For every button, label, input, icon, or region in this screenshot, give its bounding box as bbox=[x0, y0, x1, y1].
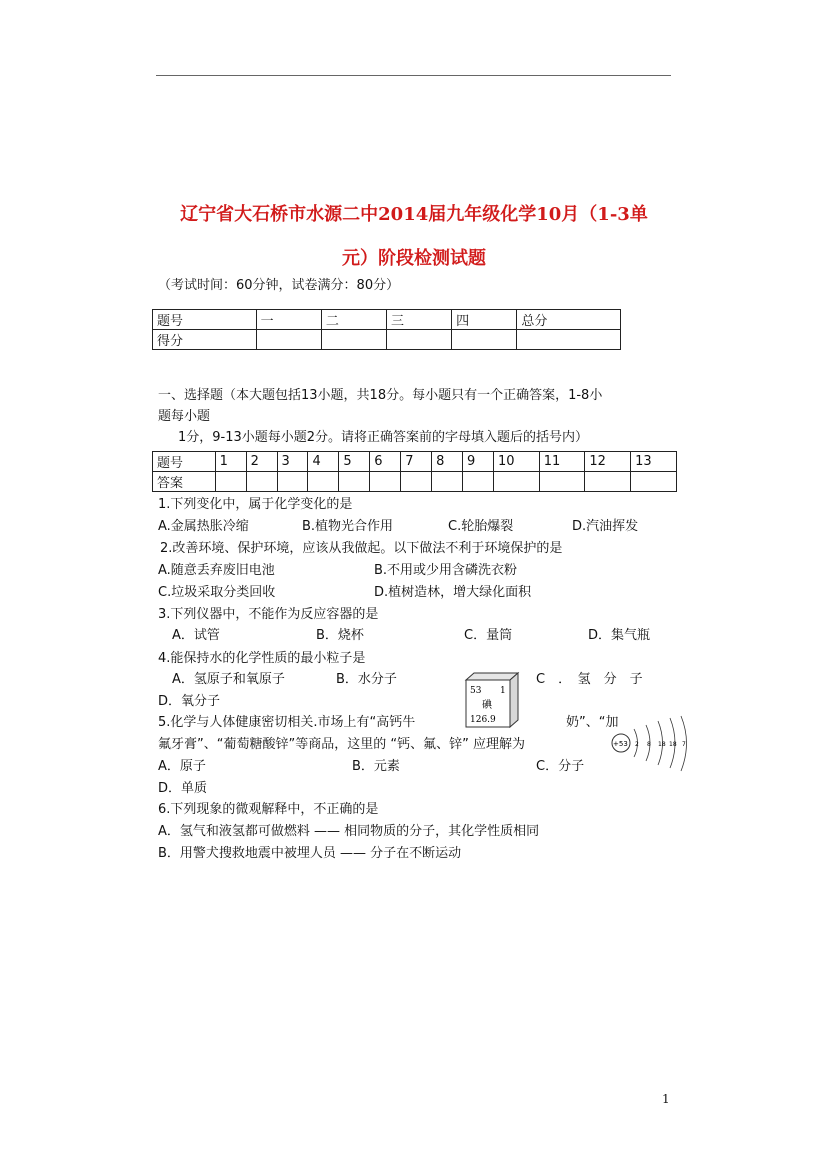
question-number-cell: 8 bbox=[432, 452, 463, 472]
answer-cell bbox=[246, 472, 277, 492]
q5-option-b: B．元素 bbox=[352, 759, 400, 774]
nucleus-charge: +53 bbox=[613, 740, 628, 748]
score-header-cell: 一 bbox=[256, 310, 321, 330]
q3-option-a: A．试管 bbox=[172, 628, 220, 643]
q1-option-c: C.轮胎爆裂 bbox=[448, 519, 514, 534]
q3-stem: 3.下列仪器中，不能作为反应容器的是 bbox=[158, 607, 379, 622]
answer-cell bbox=[308, 472, 339, 492]
q5-option-a: A．原子 bbox=[158, 759, 206, 774]
page-number: 1 bbox=[662, 1092, 670, 1106]
question-number-cell: 1 bbox=[215, 452, 246, 472]
answer-row-label: 答案 bbox=[153, 472, 216, 492]
q1-option-d: D.汽油挥发 bbox=[572, 519, 639, 534]
score-cell bbox=[517, 330, 621, 350]
shell-electrons-4: 18 bbox=[669, 741, 677, 748]
q5-stem-part2: 奶”、“加 bbox=[566, 715, 619, 730]
section1-intro-line2: 题每小题 bbox=[158, 409, 211, 424]
q1-option-a: A.金属热胀冷缩 bbox=[158, 519, 249, 534]
element-atomic-number: 53 bbox=[470, 686, 482, 696]
score-table-score-row bbox=[153, 330, 621, 350]
answer-cell bbox=[401, 472, 432, 492]
shell-electrons-2: 8 bbox=[647, 741, 651, 748]
answer-cell bbox=[215, 472, 246, 492]
answer-cell bbox=[585, 472, 631, 492]
score-row-label: 得分 bbox=[153, 330, 257, 350]
atom-structure-diagram bbox=[610, 715, 690, 773]
answer-cell bbox=[631, 472, 677, 492]
q4-option-c: C ． 氢 分 子 bbox=[536, 672, 643, 687]
header-rule bbox=[156, 75, 671, 76]
question-number-cell: 11 bbox=[539, 452, 585, 472]
question-number-cell: 2 bbox=[246, 452, 277, 472]
q2-option-b: B.不用或少用含磷洗衣粉 bbox=[374, 563, 518, 578]
q2-stem: 2.改善环境、保护环境，应该从我做起。以下做法不利于环境保护的是 bbox=[160, 541, 563, 556]
score-cell bbox=[386, 330, 451, 350]
element-valence: 1 bbox=[500, 686, 506, 696]
answer-table-answer-row bbox=[153, 472, 677, 492]
answer-table-number-row bbox=[153, 452, 677, 472]
exam-title-line1: 辽宁省大石桥市水源二中2014届九年级化学10月（1-3单 bbox=[180, 204, 648, 225]
score-header-cell: 三 bbox=[386, 310, 451, 330]
shell-electrons-5: 7 bbox=[682, 741, 686, 748]
q4-option-b: B．水分子 bbox=[336, 672, 397, 687]
exam-title-line2: 元）阶段检测试题 bbox=[342, 248, 486, 269]
shell-electrons-1: 2 bbox=[635, 741, 639, 748]
answer-cell bbox=[277, 472, 308, 492]
score-cell bbox=[256, 330, 321, 350]
score-cell bbox=[321, 330, 386, 350]
element-name: 碘 bbox=[482, 700, 492, 711]
element-atomic-mass: 126.9 bbox=[470, 715, 496, 725]
question-number-cell: 6 bbox=[370, 452, 401, 472]
shell-electrons-3: 18 bbox=[658, 741, 666, 748]
q2-option-c: C.垃圾采取分类回收 bbox=[158, 585, 276, 600]
q3-option-c: C．量筒 bbox=[464, 628, 513, 643]
q5-option-c: C．分子 bbox=[536, 759, 585, 774]
score-cell bbox=[452, 330, 517, 350]
question-number-cell: 7 bbox=[401, 452, 432, 472]
score-table bbox=[152, 309, 621, 350]
q5-option-d: D．单质 bbox=[158, 781, 208, 796]
q4-option-a: A．氢原子和氧原子 bbox=[172, 672, 285, 687]
iodine-element-card bbox=[462, 670, 520, 728]
q2-option-d: D.植树造林，增大绿化面积 bbox=[374, 585, 532, 600]
q5-stem-line2: 氟牙膏”、“葡萄糖酸锌”等商品，这里的 “钙、氟、锌” 应理解为 bbox=[158, 737, 525, 752]
exam-info: （考试时间：60分钟，试卷满分：80分） bbox=[158, 278, 400, 293]
q3-option-b: B．烧杯 bbox=[316, 628, 364, 643]
question-number-cell: 5 bbox=[339, 452, 370, 472]
score-header-cell: 二 bbox=[321, 310, 386, 330]
q1-option-b: B.植物光合作用 bbox=[302, 519, 394, 534]
q4-option-d: D．氧分子 bbox=[158, 694, 221, 709]
question-number-cell: 12 bbox=[585, 452, 631, 472]
question-number-cell: 9 bbox=[463, 452, 494, 472]
q4-stem: 4.能保持水的化学性质的最小粒子是 bbox=[158, 651, 366, 666]
q2-option-a: A.随意丢弃废旧电池 bbox=[158, 563, 275, 578]
section1-intro-line3: 1分，9-13小题每小题2分。请将正确答案前的字母填入题后的括号内） bbox=[178, 430, 589, 445]
question-number-cell: 3 bbox=[277, 452, 308, 472]
q3-option-d: D．集气瓶 bbox=[588, 628, 651, 643]
question-number-cell: 13 bbox=[631, 452, 677, 472]
score-header-cell: 四 bbox=[452, 310, 517, 330]
answer-cell bbox=[539, 472, 585, 492]
score-header-cell: 总分 bbox=[517, 310, 621, 330]
answer-table bbox=[152, 451, 677, 492]
q6-option-b: B．用警犬搜救地震中被埋人员 —— 分子在不断运动 bbox=[158, 846, 462, 861]
question-number-cell: 4 bbox=[308, 452, 339, 472]
answer-cell bbox=[370, 472, 401, 492]
answer-cell bbox=[339, 472, 370, 492]
score-header-cell: 题号 bbox=[153, 310, 257, 330]
section1-intro-line1: 一、选择题（本大题包括13小题，共18分。每小题只有一个正确答案，1-8小 bbox=[158, 388, 603, 403]
score-table-header-row bbox=[153, 310, 621, 330]
question-number-cell: 10 bbox=[493, 452, 539, 472]
q1-stem: 1.下列变化中，属于化学变化的是 bbox=[158, 497, 353, 512]
q6-option-a: A．氢气和液氢都可做燃料 —— 相同物质的分子，其化学性质相同 bbox=[158, 824, 540, 839]
answer-cell bbox=[463, 472, 494, 492]
answer-cell bbox=[493, 472, 539, 492]
q6-stem: 6.下列现象的微观解释中，不正确的是 bbox=[158, 802, 379, 817]
q5-stem-part1: 5.化学与人体健康密切相关.市场上有“高钙牛 bbox=[158, 715, 416, 730]
answer-cell bbox=[432, 472, 463, 492]
answer-row-label: 题号 bbox=[153, 452, 216, 472]
